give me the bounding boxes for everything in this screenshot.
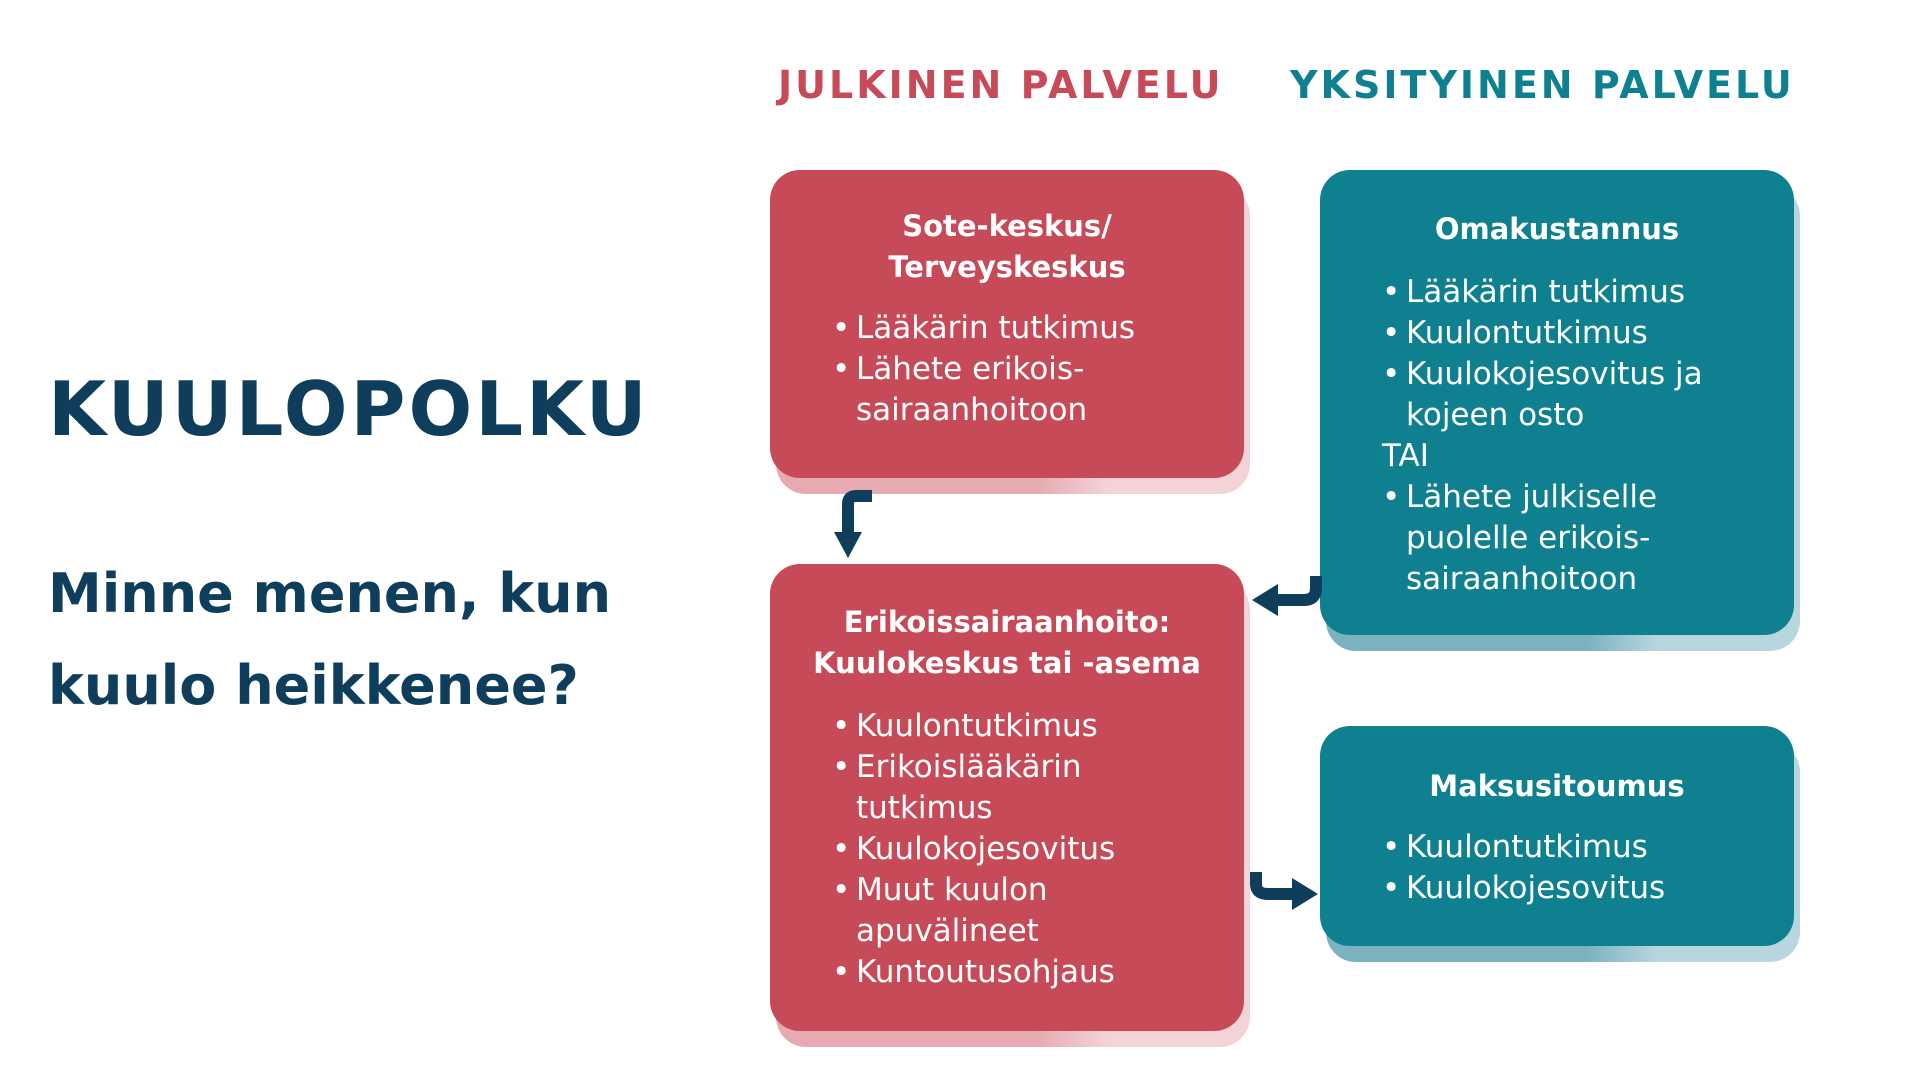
- box-omakustannus: [1320, 170, 1800, 635]
- list-item: • Kuulokojesovitus: [1382, 868, 1774, 909]
- list-item: • Lääkärin tutkimus: [1382, 272, 1774, 313]
- box-title: Omakustannus: [1434, 212, 1680, 246]
- box-title: Maksusitoumus: [1429, 769, 1685, 803]
- list-item: • Lääkärin tutkimus: [832, 308, 1224, 349]
- arrow-right-icon: [1250, 868, 1322, 920]
- box-item-list: [832, 308, 1224, 431]
- box-item-list: [1382, 827, 1774, 909]
- box-maksusitoumus: [1320, 726, 1800, 946]
- list-item: • Kuulontutkimus: [1382, 827, 1774, 868]
- list-separator: TAI: [1382, 438, 1429, 474]
- box-item-list: [1382, 272, 1774, 600]
- list-item: • Lähete julkiselle puolelle erikois- sairaanhoitoon: [1382, 477, 1774, 600]
- box-item-list: [832, 706, 1224, 993]
- column-heading-public: JULKINEN PALVELU: [778, 63, 1224, 107]
- page-subtitle: Minne menen, kun kuulo heikkenee?: [48, 562, 612, 717]
- box-erikoissairaanhoito: [770, 564, 1250, 1031]
- list-item: • Erikoislääkärin tutkimus: [832, 747, 1224, 829]
- list-item: • Kuulokojesovitus ja kojeen osto: [1382, 354, 1774, 436]
- box-title: Erikoissairaanhoito: Kuulokeskus tai -asema: [813, 605, 1201, 680]
- list-item: • Lähete erikois- sairaanhoitoon: [832, 349, 1224, 431]
- list-item: • Kuntoutusohjaus: [832, 952, 1224, 993]
- arrow-down-icon: [832, 490, 884, 562]
- box-sote-keskus: [770, 170, 1250, 478]
- list-item: • Muut kuulon apuvälineet: [832, 870, 1224, 952]
- box-title: Sote-keskus/ Terveyskeskus: [888, 209, 1126, 284]
- page-title: KUULOPOLKU: [48, 365, 650, 453]
- list-item: • Kuulontutkimus: [1382, 313, 1774, 354]
- list-item: • Kuulontutkimus: [832, 706, 1224, 747]
- column-heading-private: YKSITYINEN PALVELU: [1290, 63, 1795, 107]
- arrow-left-icon: [1250, 570, 1322, 622]
- list-item: • Kuulokojesovitus: [832, 829, 1224, 870]
